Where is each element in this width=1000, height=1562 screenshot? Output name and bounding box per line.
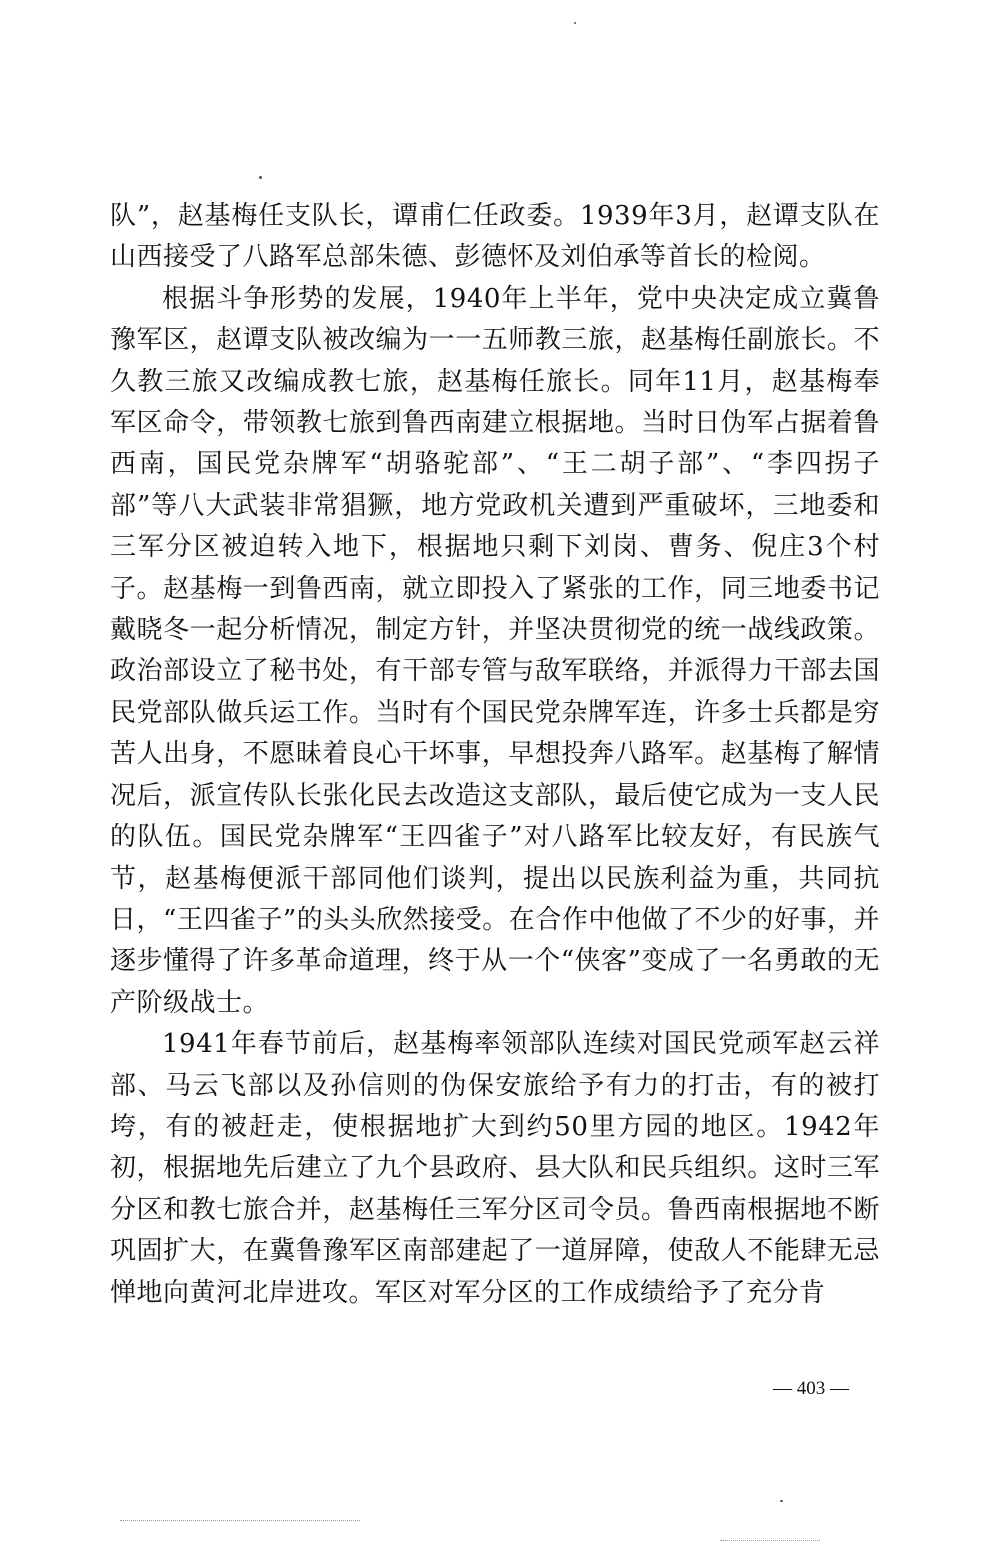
scan-dotted-line <box>120 1520 360 1521</box>
scan-speck <box>574 22 576 24</box>
scan-dotted-line <box>720 1540 820 1541</box>
body-text <box>110 196 880 1314</box>
scan-speck <box>780 1500 783 1502</box>
page-number: — 403 — <box>773 1378 849 1399</box>
paragraph-2: 根据斗争形势的发展，1940年上半年，党中央决定成立冀鲁豫军区，赵谭支队被改编为一一五师教三旅，赵基梅任副旅长。不久教三旅又改编成教七旅，赵基梅任旅长。同年11月，赵基梅奉军区命令，带领教七旅到鲁西南建立根据地。当时日伪军占据着鲁西南，国民党杂牌军“胡骆驼部”、“王二胡子部”、“李四拐子部”等八大武装非常猖獗，地方党政机关遭到严重破坏，三地委和三军分区被迫转入地下，根据地只剩下刘岗、曹务、倪庄3个村子。赵基梅一到鲁西南，就立即投入了紧张的工作，同三地委书记戴晓冬一起分析情况，制定方针，并坚决贯彻党的统一战线政策。政治部设立了秘书处，有干部专管与敌军联络，并派得力干部去国民党部队做兵运工作。当时有个国民党杂牌军连，许多士兵都是穷苦人出身，不愿昧着良心干坏事，早想投奔八路军。赵基梅了解情况后，派宣传队长张化民去改造这支部队，最后使它成为一支人民的队伍。国民党杂牌军“王四雀子”对八路军比较友好，有民族气节，赵基梅便派干部同他们谈判，提出以民族利益为重，共同抗日，“王四雀子”的头头欣然接受。在合作中他做了不少的好事，并逐步懂得了许多革命道理，终于从一个“侠客”变成了一名勇敢的无产阶级战士。 <box>110 283 880 1018</box>
paragraph-1: 队”，赵基梅任支队长，谭甫仁任政委。1939年3月，赵谭支队在山西接受了八路军总部朱德、彭德怀及刘伯承等首长的检阅。 <box>110 201 880 273</box>
paragraph-3: 1941年春节前后，赵基梅率领部队连续对国民党顽军赵云祥部、马云飞部以及孙信则的伪保安旅给予有力的打击，有的被打垮，有的被赶走，使根据地扩大到约50里方园的地区。1942年初，根据地先后建立了九个县政府、县大队和民兵组织。这时三军分区和教七旅合并，赵基梅任三军分区司令员。鲁西南根据地不断巩固扩大，在冀鲁豫军区南部建起了一道屏障，使敌人不能肆无忌惮地向黄河北岸进攻。军区对军分区的工作成绩给予了充分肯 <box>110 1029 880 1308</box>
scan-speck <box>259 176 262 179</box>
